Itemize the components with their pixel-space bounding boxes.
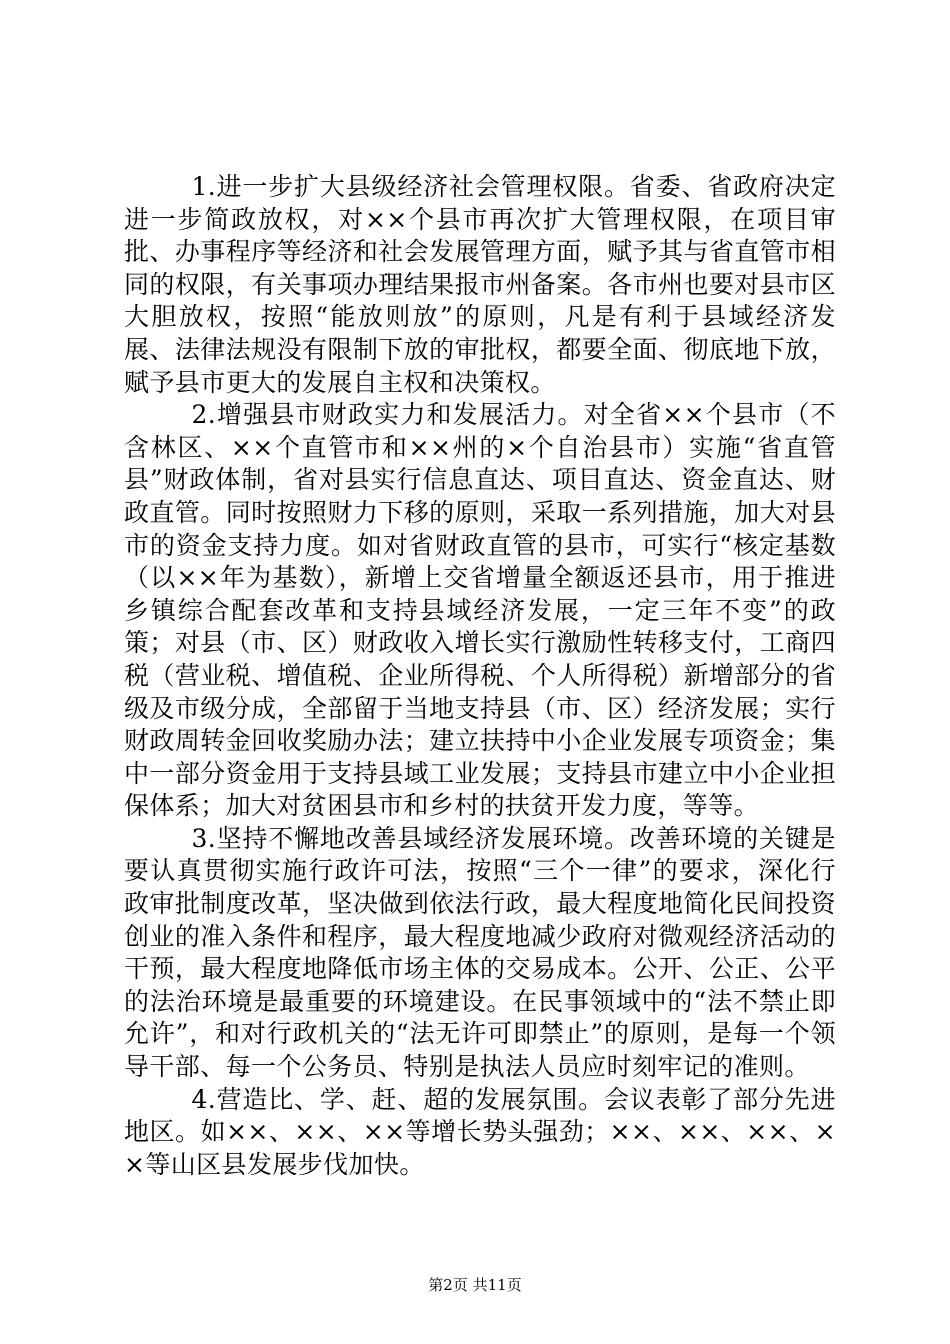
paragraph-2: 2.增强县市财政实力和发展活力。对全省××个县市（不含林区、××个直管市和××州的×个自治县市）实施“省直管县”财政体制，省对县实行信息直达、项目直达、资金直达、财政直管。同时按照财力下移的原则，采取一系列措施，加大对县市的资金支持力度。如对省财政直管的县市，可实行“核定基数（以××年为基数），新增上交省增量全额返还县市，用于推进乡镇综合配套改革和支持县域经济发展，一定三年不变”的政策；对县（市、区）财政收入增长实行激励性转移支付，工商四税（营业税、增值税、企业所得税、个人所得税）新增部分的省级及市级分成，全部留于当地支持县（市、区）经济发展；实行财政周转金回收奖励办法；建立扶持中小企业发展专项资金；集中一部分资金用于支持县域工业发展；支持县市建立中小企业担保体系；加大对贫困县市和乡村的扶贫开发力度，等等。	[124, 400, 836, 821]
page-footer: 第2页 共11页	[428, 1276, 522, 1294]
document-body	[124, 171, 836, 1181]
paragraph-3: 3.坚持不懈地改善县域经济发展环境。改善环境的关键是要认真贯彻实施行政许可法，按照“三个一律”的要求，深化行政审批制度改革，坚决做到依法行政，最大程度地简化民间投资创业的准入条件和程序，最大程度地减少政府对微观经济活动的干预，最大程度地降低市场主体的交易成本。公开、公正、公平的法治环境是最重要的环境建设。在民事领域中的“法不禁止即允许”，和对行政机关的“法无许可即禁止”的原则，是每一个领导干部、每一个公务员、特别是执法人员应时刻牢记的准则。	[124, 823, 836, 1082]
paragraph-1: 1.进一步扩大县级经济社会管理权限。省委、省政府决定进一步简政放权，对××个县市再次扩大管理权限，在项目审批、办事程序等经济和社会发展管理方面，赋予其与省直管市相同的权限，有关事项办理结果报市州备案。各市州也要对县市区大胆放权，按照“能放则放”的原则，凡是有利于县域经济发展、法律法规没有限制下放的审批权，都要全面、彻底地下放，赋予县市更大的发展自主权和决策权。	[124, 172, 836, 397]
paragraph-4: 4.营造比、学、赶、超的发展氛围。会议表彰了部分先进地区。如××、××、××等增长势头强劲；××、××、××、××等山区县发展步伐加快。	[124, 1084, 836, 1179]
